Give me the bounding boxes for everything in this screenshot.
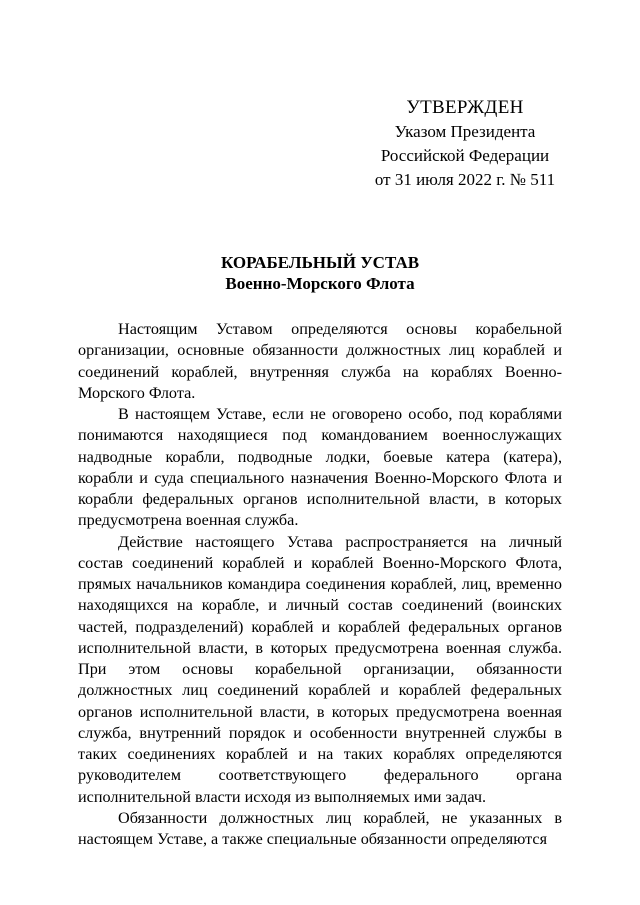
paragraph: Настоящим Уставом определяются основы корабельной организации, основные обязанности должностных лиц кораблей и соединений кораблей, внутренняя служба на кораблях Военно-Морского Флота. [78,320,562,402]
paragraph: Обязанности должностных лиц кораблей, не указанных в настоящем Уставе, а также специальные обязанности определяются [78,808,562,848]
approval-line-country: Российской Федерации [380,146,550,165]
paragraph: В настоящем Уставе, если не оговорено особо, под кораблями понимаются находящиеся под командованием военнослужащих надводные корабли, подводные лодки, боевые катера (катера), корабли и суда специального назначения Военно-Морского Флота и корабли федеральных органов исполнительной власти, в которых предусмотрена военная служба. [78,405,562,530]
paragraph: Действие настоящего Устава распространяется на личный состав соединений кораблей и кораблей Военно-Морского Флота, прямых начальников командира соединения кораблей, лиц, временно находящихся на корабле, и личный состав соединений (воинских частей, подразделений) кораблей и кораблей федеральных органов исполнительной власти, в которых предусмотрена военная служба. При этом основы корабельной организации, обязанности должностных лиц соединений кораблей и кораблей федеральных органов исполнительной власти, в которых предусмотрена военная служба, внутренний порядок и особенности внутренней службы в таких соединениях кораблей и на таких кораблях определяются руководителем соответствующего федерального органа исполнительной власти исходя из выполняемых ими задач. [78,532,562,806]
document-body [78,319,562,850]
document-subtitle: Военно-Морского Флота [225,274,415,293]
approval-stamp [370,96,560,192]
approval-line-date: от 31 июля 2022 г. № 511 [374,170,556,189]
document-heading [78,252,562,294]
approval-line-decree: Указом Президента [394,122,536,141]
approval-title: УТВЕРЖДЕН [406,97,524,118]
document-title: КОРАБЕЛЬНЫЙ УСТАВ [220,253,420,272]
